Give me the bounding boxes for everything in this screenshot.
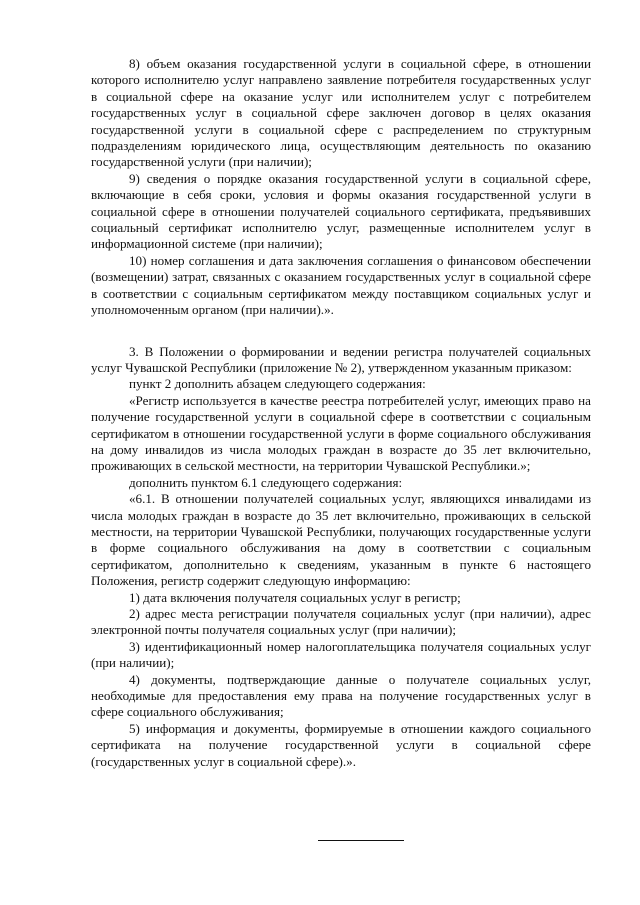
paragraph-gap [91, 319, 591, 344]
paragraph-item-8: 8) объем оказания государственной услуги в социальной сфере, в отношении которого исполнителю услуг направлено заявление потребителя государственных услуг в социальной сфере на оказание услуг или исполнителем услуг с потребителем государственных услуг в социальной сфере заключен договор в целях оказания государственной услуги в социальной сфере с распределением по структурным подразделениям юридического лица, осуществляющим деятельность по оказанию государственной услуги (при наличии); [91, 56, 591, 170]
point-6-1-text: «6.1. В отношении получателей социальных услуг, являющихся инвалидами из числа молодых граждан в возрасте до 35 лет включительно, проживающих в сельской местности, на территории Чувашской Республики, получающих государственные услуги в форме социального обслуживания на дому в соответствии с социальным сертификатом, дополнительно к сведениям, указанным в пункте 6 настоящего Положения, регистр содержит следующую информацию: [91, 491, 591, 589]
point-2-intro: пункт 2 дополнить абзацем следующего содержания: [129, 376, 426, 392]
section-3-intro: 3. В Положении о формировании и ведении регистра получателей социальных услуг Чувашской Республики (приложение № 2), утвержденном указанным приказом: [91, 343, 591, 375]
list-item-1: 1) дата включения получателя социальных услуг в регистр; [129, 589, 461, 605]
list-item-4: 4) документы, подтверждающие данные о получателе социальных услуг, необходимые для предоставления ему права на получение государственных услуг в сфере социального обслуживания; [91, 671, 591, 720]
list-item-2: 2) адрес места регистрации получателя социальных услуг (при наличии), адрес электронной почты получателя социальных услуг (при наличии); [91, 606, 591, 638]
document-body [91, 56, 591, 770]
point-2-text: «Регистр используется в качестве реестра потребителей услуг, имеющих право на получение государственной услуги в социальной сфере в соответствии с социальным сертификатом в отношении государственной услуги в форме социального обслуживания на дому инвалидов из числа молодых граждан в возрасте до 35 лет включительно, проживающих в сельской местности, на территории Чувашской Республики.»; [91, 392, 591, 474]
list-item-3: 3) идентификационный номер налогоплательщика получателя социальных услуг (при наличии); [91, 638, 591, 671]
point-6-1-intro: дополнить пунктом 6.1 следующего содержания: [129, 474, 403, 490]
end-separator-line [318, 840, 404, 841]
paragraph-item-9: 9) сведения о порядке оказания государственной услуги в социальной сфере, включающие в себя сроки, условия и формы оказания государственной услуги в социальной сфере в отношении получателей социального сертификата, предъявивших социальный сертификат исполнителю услуг, размещенные исполнителем услуг в информационной системе (при наличии); [91, 170, 591, 252]
paragraph-item-10: 10) номер соглашения и дата заключения соглашения о финансовом обеспечении (возмещении) затрат, связанных с оказанием государственных услуг в социальной сфере в соответствии с социальным сертификатом между поставщиком социальных услуг и уполномоченным органом (при наличии).». [91, 252, 591, 318]
list-item-5: 5) информация и документы, формируемые в отношении каждого социального сертификата на получение государственной услуги в социальной сфере (государственных услуг в социальной сфере).». [91, 720, 591, 769]
